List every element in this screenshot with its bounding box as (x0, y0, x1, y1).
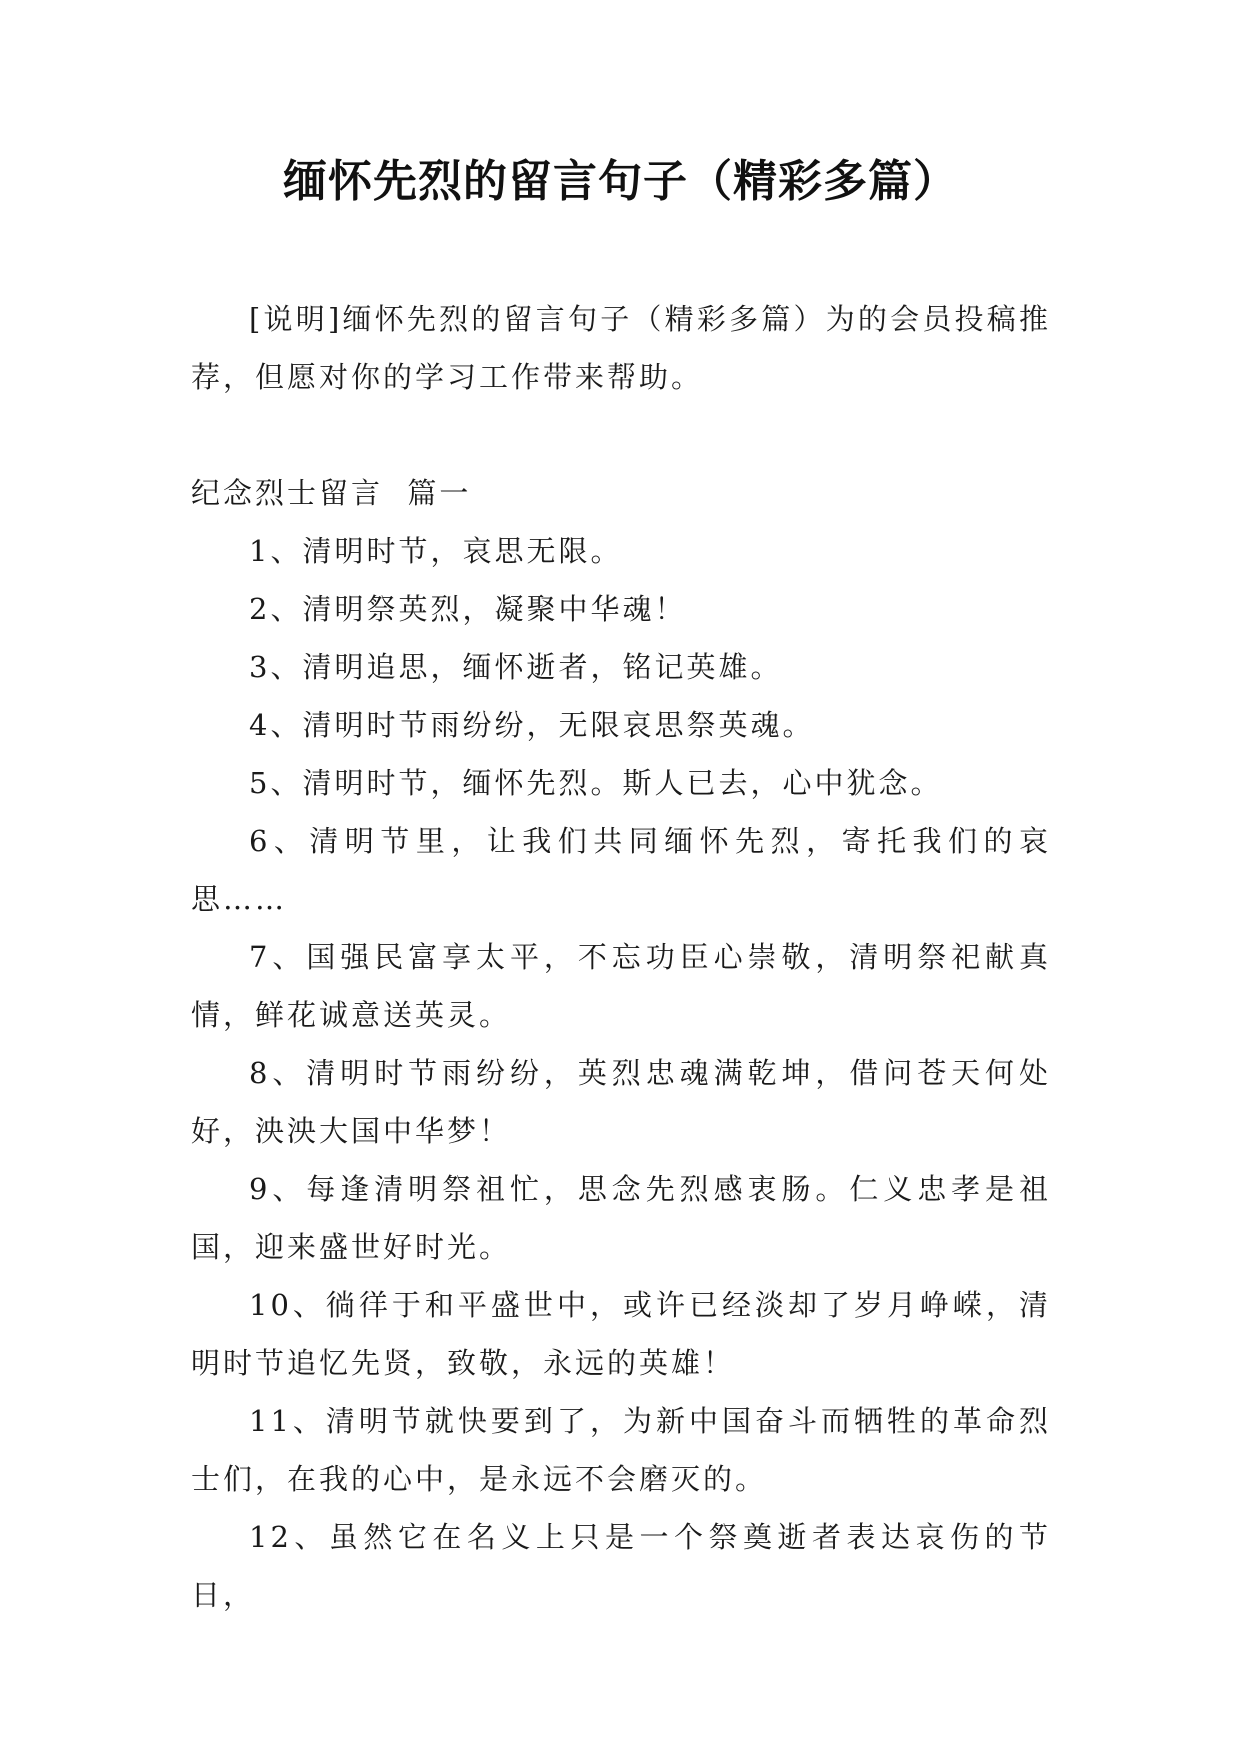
document-body (191, 290, 1051, 1624)
list-item: 4、清明时节雨纷纷，无限哀思祭英魂。 (249, 708, 815, 742)
list-item: 7、国强民富享太平，不忘功臣心崇敬，清明祭祀献真情，鲜花诚意送英灵。 (191, 940, 1051, 1032)
list-item: 12、虽然它在名义上只是一个祭奠逝者表达哀伤的节日， (191, 1520, 1051, 1612)
list-item: 9、每逢清明祭祖忙，思念先烈感衷肠。仁义忠孝是祖国，迎来盛世好时光。 (191, 1172, 1051, 1264)
list-item: 6、清明节里，让我们共同缅怀先烈，寄托我们的哀思…… (191, 824, 1051, 916)
list-item: 11、清明节就快要到了，为新中国奋斗而牺牲的革命烈士们，在我的心中，是永远不会磨灭的。 (191, 1404, 1051, 1496)
list-item: 5、清明时节，缅怀先烈。斯人已去，心中犹念。 (249, 766, 943, 800)
list-item: 3、清明追思，缅怀逝者，铭记英雄。 (249, 650, 783, 684)
section-heading: 纪念烈士留言 篇一 (191, 476, 472, 510)
list-item: 1、清明时节，哀思无限。 (249, 534, 623, 568)
document-title: 缅怀先烈的留言句子（精彩多篇） (283, 156, 958, 207)
list-item: 10、徜徉于和平盛世中，或许已经淡却了岁月峥嵘，清明时节追忆先贤，致敬，永远的英雄！ (191, 1288, 1051, 1380)
intro-paragraph: [说明]缅怀先烈的留言句子（精彩多篇）为的会员投稿推荐，但愿对你的学习工作带来帮助。 (191, 302, 1051, 394)
list-item: 8、清明时节雨纷纷，英烈忠魂满乾坤，借问苍天何处好，泱泱大国中华梦！ (191, 1056, 1051, 1148)
list-item: 2、清明祭英烈，凝聚中华魂！ (249, 592, 687, 626)
